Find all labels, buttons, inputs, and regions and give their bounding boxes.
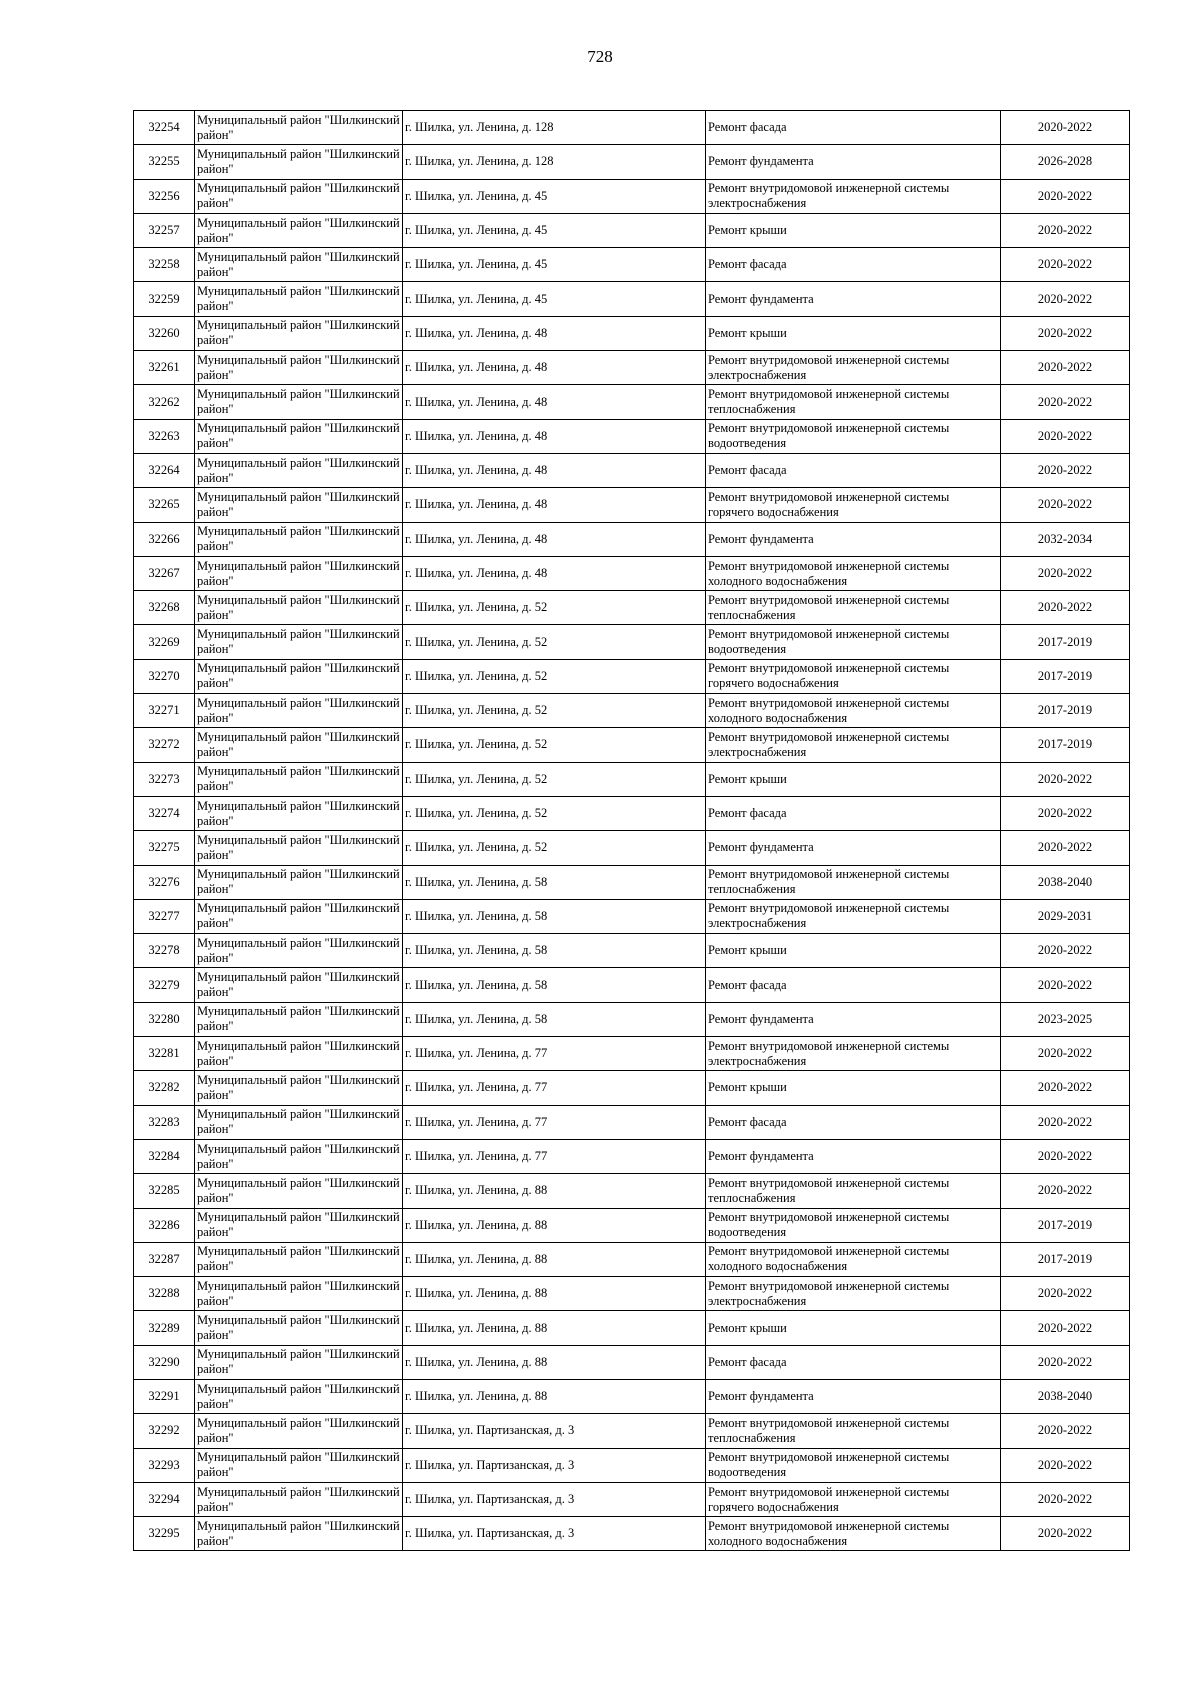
table-row	[134, 556, 1130, 590]
work-type-cell: Ремонт фасада	[706, 1345, 1001, 1379]
row-number-cell: 32286	[134, 1208, 195, 1242]
work-type-cell: Ремонт внутридомовой инженерной системы теплоснабжения	[706, 591, 1001, 625]
table-row	[134, 625, 1130, 659]
table-row	[134, 351, 1130, 385]
work-type-cell: Ремонт фасада	[706, 111, 1001, 145]
municipality-cell: Муниципальный район "Шилкинский район"	[195, 1208, 403, 1242]
address-cell: г. Шилка, ул. Ленина, д. 45	[403, 213, 706, 247]
municipality-cell: Муниципальный район "Шилкинский район"	[195, 316, 403, 350]
work-type-cell: Ремонт фундамента	[706, 1379, 1001, 1413]
period-cell: 2020-2022	[1001, 179, 1130, 213]
address-cell: г. Шилка, ул. Ленина, д. 52	[403, 728, 706, 762]
address-cell: г. Шилка, ул. Ленина, д. 48	[403, 556, 706, 590]
row-number-cell: 32274	[134, 796, 195, 830]
row-number-cell: 32263	[134, 419, 195, 453]
period-cell: 2020-2022	[1001, 351, 1130, 385]
work-type-cell: Ремонт внутридомовой инженерной системы электроснабжения	[706, 351, 1001, 385]
period-cell: 2020-2022	[1001, 316, 1130, 350]
row-number-cell: 32277	[134, 899, 195, 933]
period-cell: 2020-2022	[1001, 762, 1130, 796]
work-type-cell: Ремонт внутридомовой инженерной системы теплоснабжения	[706, 385, 1001, 419]
municipality-cell: Муниципальный район "Шилкинский район"	[195, 1174, 403, 1208]
municipality-cell: Муниципальный район "Шилкинский район"	[195, 556, 403, 590]
municipality-cell: Муниципальный район "Шилкинский район"	[195, 659, 403, 693]
period-cell: 2020-2022	[1001, 213, 1130, 247]
period-cell: 2023-2025	[1001, 1002, 1130, 1036]
work-type-cell: Ремонт внутридомовой инженерной системы водоотведения	[706, 419, 1001, 453]
address-cell: г. Шилка, ул. Ленина, д. 58	[403, 968, 706, 1002]
row-number-cell: 32279	[134, 968, 195, 1002]
row-number-cell: 32260	[134, 316, 195, 350]
table-row	[134, 419, 1130, 453]
period-cell: 2017-2019	[1001, 1208, 1130, 1242]
table-row	[134, 1414, 1130, 1448]
period-cell: 2017-2019	[1001, 1242, 1130, 1276]
municipality-cell: Муниципальный район "Шилкинский район"	[195, 1517, 403, 1551]
work-type-cell: Ремонт крыши	[706, 1311, 1001, 1345]
work-type-cell: Ремонт фундамента	[706, 145, 1001, 179]
work-type-cell: Ремонт крыши	[706, 213, 1001, 247]
municipality-cell: Муниципальный район "Шилкинский район"	[195, 1037, 403, 1071]
work-type-cell: Ремонт фасада	[706, 796, 1001, 830]
row-number-cell: 32262	[134, 385, 195, 419]
work-type-cell: Ремонт внутридомовой инженерной системы теплоснабжения	[706, 1174, 1001, 1208]
work-type-cell: Ремонт фундамента	[706, 831, 1001, 865]
municipality-cell: Муниципальный район "Шилкинский район"	[195, 728, 403, 762]
row-number-cell: 32295	[134, 1517, 195, 1551]
period-cell: 2020-2022	[1001, 111, 1130, 145]
work-type-cell: Ремонт внутридомовой инженерной системы холодного водоснабжения	[706, 556, 1001, 590]
period-cell: 2020-2022	[1001, 831, 1130, 865]
table-row	[134, 1277, 1130, 1311]
table-row	[134, 899, 1130, 933]
period-cell: 2020-2022	[1001, 453, 1130, 487]
table-row	[134, 1071, 1130, 1105]
address-cell: г. Шилка, ул. Ленина, д. 128	[403, 111, 706, 145]
address-cell: г. Шилка, ул. Ленина, д. 52	[403, 796, 706, 830]
address-cell: г. Шилка, ул. Ленина, д. 52	[403, 831, 706, 865]
period-cell: 2020-2022	[1001, 1345, 1130, 1379]
address-cell: г. Шилка, ул. Ленина, д. 48	[403, 522, 706, 556]
table-row	[134, 1174, 1130, 1208]
work-type-cell: Ремонт внутридомовой инженерной системы электроснабжения	[706, 728, 1001, 762]
period-cell: 2026-2028	[1001, 145, 1130, 179]
table-row	[134, 1311, 1130, 1345]
work-type-cell: Ремонт фундамента	[706, 1139, 1001, 1173]
work-type-cell: Ремонт внутридомовой инженерной системы электроснабжения	[706, 899, 1001, 933]
table-row	[134, 968, 1130, 1002]
period-cell: 2020-2022	[1001, 934, 1130, 968]
address-cell: г. Шилка, ул. Ленина, д. 88	[403, 1242, 706, 1276]
work-type-cell: Ремонт внутридомовой инженерной системы электроснабжения	[706, 179, 1001, 213]
address-cell: г. Шилка, ул. Ленина, д. 52	[403, 659, 706, 693]
municipality-cell: Муниципальный район "Шилкинский район"	[195, 522, 403, 556]
row-number-cell: 32290	[134, 1345, 195, 1379]
period-cell: 2020-2022	[1001, 1277, 1130, 1311]
row-number-cell: 32281	[134, 1037, 195, 1071]
period-cell: 2017-2019	[1001, 728, 1130, 762]
work-type-cell: Ремонт внутридомовой инженерной системы водоотведения	[706, 1208, 1001, 1242]
period-cell: 2020-2022	[1001, 1311, 1130, 1345]
work-type-cell: Ремонт внутридомовой инженерной системы водоотведения	[706, 625, 1001, 659]
address-cell: г. Шилка, ул. Ленина, д. 88	[403, 1379, 706, 1413]
municipality-cell: Муниципальный район "Шилкинский район"	[195, 625, 403, 659]
row-number-cell: 32278	[134, 934, 195, 968]
work-type-cell: Ремонт внутридомовой инженерной системы холодного водоснабжения	[706, 694, 1001, 728]
table-row	[134, 248, 1130, 282]
period-cell: 2020-2022	[1001, 1517, 1130, 1551]
period-cell: 2020-2022	[1001, 248, 1130, 282]
row-number-cell: 32280	[134, 1002, 195, 1036]
work-type-cell: Ремонт внутридомовой инженерной системы водоотведения	[706, 1448, 1001, 1482]
municipality-cell: Муниципальный район "Шилкинский район"	[195, 968, 403, 1002]
table-row	[134, 1379, 1130, 1413]
table-row	[134, 1139, 1130, 1173]
period-cell: 2020-2022	[1001, 968, 1130, 1002]
address-cell: г. Шилка, ул. Ленина, д. 52	[403, 694, 706, 728]
period-cell: 2029-2031	[1001, 899, 1130, 933]
period-cell: 2020-2022	[1001, 1174, 1130, 1208]
work-type-cell: Ремонт внутридомовой инженерной системы электроснабжения	[706, 1037, 1001, 1071]
period-cell: 2020-2022	[1001, 1482, 1130, 1516]
period-cell: 2038-2040	[1001, 865, 1130, 899]
address-cell: г. Шилка, ул. Партизанская, д. 3	[403, 1517, 706, 1551]
table-row	[134, 522, 1130, 556]
row-number-cell: 32254	[134, 111, 195, 145]
table-row	[134, 488, 1130, 522]
address-cell: г. Шилка, ул. Ленина, д. 48	[403, 419, 706, 453]
period-cell: 2020-2022	[1001, 385, 1130, 419]
municipality-cell: Муниципальный район "Шилкинский район"	[195, 796, 403, 830]
municipality-cell: Муниципальный район "Шилкинский район"	[195, 385, 403, 419]
period-cell: 2020-2022	[1001, 1071, 1130, 1105]
row-number-cell: 32256	[134, 179, 195, 213]
municipality-cell: Муниципальный район "Шилкинский район"	[195, 419, 403, 453]
period-cell: 2020-2022	[1001, 1105, 1130, 1139]
period-cell: 2020-2022	[1001, 1139, 1130, 1173]
row-number-cell: 32294	[134, 1482, 195, 1516]
work-type-cell: Ремонт внутридомовой инженерной системы горячего водоснабжения	[706, 659, 1001, 693]
municipality-cell: Муниципальный район "Шилкинский район"	[195, 1345, 403, 1379]
work-type-cell: Ремонт фасада	[706, 1105, 1001, 1139]
period-cell: 2017-2019	[1001, 659, 1130, 693]
work-type-cell: Ремонт внутридомовой инженерной системы теплоснабжения	[706, 865, 1001, 899]
table-row	[134, 145, 1130, 179]
work-type-cell: Ремонт крыши	[706, 934, 1001, 968]
address-cell: г. Шилка, ул. Ленина, д. 48	[403, 316, 706, 350]
table-row	[134, 282, 1130, 316]
address-cell: г. Шилка, ул. Ленина, д. 58	[403, 899, 706, 933]
row-number-cell: 32257	[134, 213, 195, 247]
work-type-cell: Ремонт внутридомовой инженерной системы теплоснабжения	[706, 1414, 1001, 1448]
work-type-cell: Ремонт внутридомовой инженерной системы холодного водоснабжения	[706, 1517, 1001, 1551]
row-number-cell: 32282	[134, 1071, 195, 1105]
address-cell: г. Шилка, ул. Ленина, д. 77	[403, 1037, 706, 1071]
address-cell: г. Шилка, ул. Ленина, д. 77	[403, 1105, 706, 1139]
address-cell: г. Шилка, ул. Ленина, д. 48	[403, 488, 706, 522]
table-row	[134, 591, 1130, 625]
municipality-cell: Муниципальный район "Шилкинский район"	[195, 1139, 403, 1173]
period-cell: 2020-2022	[1001, 282, 1130, 316]
table-row	[134, 1208, 1130, 1242]
period-cell: 2038-2040	[1001, 1379, 1130, 1413]
work-type-cell: Ремонт крыши	[706, 316, 1001, 350]
row-number-cell: 32268	[134, 591, 195, 625]
address-cell: г. Шилка, ул. Ленина, д. 128	[403, 145, 706, 179]
municipality-cell: Муниципальный район "Шилкинский район"	[195, 865, 403, 899]
row-number-cell: 32292	[134, 1414, 195, 1448]
row-number-cell: 32264	[134, 453, 195, 487]
row-number-cell: 32259	[134, 282, 195, 316]
address-cell: г. Шилка, ул. Партизанская, д. 3	[403, 1414, 706, 1448]
address-cell: г. Шилка, ул. Ленина, д. 58	[403, 1002, 706, 1036]
table-row	[134, 1517, 1130, 1551]
address-cell: г. Шилка, ул. Ленина, д. 48	[403, 351, 706, 385]
table-row	[134, 1037, 1130, 1071]
municipality-cell: Муниципальный район "Шилкинский район"	[195, 899, 403, 933]
address-cell: г. Шилка, ул. Ленина, д. 88	[403, 1208, 706, 1242]
address-cell: г. Шилка, ул. Ленина, д. 88	[403, 1277, 706, 1311]
row-number-cell: 32267	[134, 556, 195, 590]
municipality-cell: Муниципальный район "Шилкинский район"	[195, 282, 403, 316]
address-cell: г. Шилка, ул. Ленина, д. 88	[403, 1174, 706, 1208]
table-row	[134, 316, 1130, 350]
municipality-cell: Муниципальный район "Шилкинский район"	[195, 591, 403, 625]
municipality-cell: Муниципальный район "Шилкинский район"	[195, 1379, 403, 1413]
work-type-cell: Ремонт фасада	[706, 453, 1001, 487]
period-cell: 2017-2019	[1001, 625, 1130, 659]
row-number-cell: 32289	[134, 1311, 195, 1345]
work-type-cell: Ремонт фасада	[706, 968, 1001, 1002]
table-row	[134, 659, 1130, 693]
table-row	[134, 865, 1130, 899]
period-cell: 2017-2019	[1001, 694, 1130, 728]
repair-schedule-table	[133, 110, 1130, 1551]
row-number-cell: 32266	[134, 522, 195, 556]
municipality-cell: Муниципальный район "Шилкинский район"	[195, 1071, 403, 1105]
address-cell: г. Шилка, ул. Партизанская, д. 3	[403, 1482, 706, 1516]
municipality-cell: Муниципальный район "Шилкинский район"	[195, 1277, 403, 1311]
table-row	[134, 1105, 1130, 1139]
row-number-cell: 32275	[134, 831, 195, 865]
page-number: 728	[587, 47, 613, 66]
address-cell: г. Шилка, ул. Ленина, д. 45	[403, 282, 706, 316]
municipality-cell: Муниципальный район "Шилкинский район"	[195, 934, 403, 968]
table-row	[134, 1345, 1130, 1379]
table-row	[134, 179, 1130, 213]
municipality-cell: Муниципальный район "Шилкинский район"	[195, 1414, 403, 1448]
municipality-cell: Муниципальный район "Шилкинский район"	[195, 1105, 403, 1139]
address-cell: г. Шилка, ул. Ленина, д. 88	[403, 1311, 706, 1345]
address-cell: г. Шилка, ул. Ленина, д. 88	[403, 1345, 706, 1379]
period-cell: 2020-2022	[1001, 796, 1130, 830]
address-cell: г. Шилка, ул. Ленина, д. 45	[403, 248, 706, 282]
address-cell: г. Шилка, ул. Ленина, д. 77	[403, 1139, 706, 1173]
period-cell: 2020-2022	[1001, 488, 1130, 522]
address-cell: г. Шилка, ул. Ленина, д. 52	[403, 762, 706, 796]
row-number-cell: 32270	[134, 659, 195, 693]
table-row	[134, 1242, 1130, 1276]
row-number-cell: 32287	[134, 1242, 195, 1276]
period-cell: 2020-2022	[1001, 556, 1130, 590]
work-type-cell: Ремонт внутридомовой инженерной системы электроснабжения	[706, 1277, 1001, 1311]
work-type-cell: Ремонт внутридомовой инженерной системы горячего водоснабжения	[706, 488, 1001, 522]
period-cell: 2020-2022	[1001, 1037, 1130, 1071]
table-row	[134, 1448, 1130, 1482]
row-number-cell: 32271	[134, 694, 195, 728]
row-number-cell: 32276	[134, 865, 195, 899]
municipality-cell: Муниципальный район "Шилкинский район"	[195, 453, 403, 487]
table-row	[134, 1002, 1130, 1036]
municipality-cell: Муниципальный район "Шилкинский район"	[195, 488, 403, 522]
address-cell: г. Шилка, ул. Ленина, д. 48	[403, 385, 706, 419]
row-number-cell: 32291	[134, 1379, 195, 1413]
row-number-cell: 32284	[134, 1139, 195, 1173]
row-number-cell: 32269	[134, 625, 195, 659]
work-type-cell: Ремонт фундамента	[706, 1002, 1001, 1036]
period-cell: 2020-2022	[1001, 591, 1130, 625]
work-type-cell: Ремонт фундамента	[706, 282, 1001, 316]
municipality-cell: Муниципальный район "Шилкинский район"	[195, 1448, 403, 1482]
row-number-cell: 32285	[134, 1174, 195, 1208]
municipality-cell: Муниципальный район "Шилкинский район"	[195, 694, 403, 728]
row-number-cell: 32265	[134, 488, 195, 522]
address-cell: г. Шилка, ул. Партизанская, д. 3	[403, 1448, 706, 1482]
address-cell: г. Шилка, ул. Ленина, д. 58	[403, 865, 706, 899]
period-cell: 2032-2034	[1001, 522, 1130, 556]
municipality-cell: Муниципальный район "Шилкинский район"	[195, 1242, 403, 1276]
address-cell: г. Шилка, ул. Ленина, д. 45	[403, 179, 706, 213]
municipality-cell: Муниципальный район "Шилкинский район"	[195, 213, 403, 247]
municipality-cell: Муниципальный район "Шилкинский район"	[195, 248, 403, 282]
table-body	[134, 111, 1130, 1551]
table-row	[134, 934, 1130, 968]
municipality-cell: Муниципальный район "Шилкинский район"	[195, 179, 403, 213]
municipality-cell: Муниципальный район "Шилкинский район"	[195, 111, 403, 145]
table-row	[134, 385, 1130, 419]
address-cell: г. Шилка, ул. Ленина, д. 58	[403, 934, 706, 968]
table-row	[134, 213, 1130, 247]
row-number-cell: 32258	[134, 248, 195, 282]
period-cell: 2020-2022	[1001, 1414, 1130, 1448]
work-type-cell: Ремонт фасада	[706, 248, 1001, 282]
work-type-cell: Ремонт крыши	[706, 762, 1001, 796]
municipality-cell: Муниципальный район "Шилкинский район"	[195, 1311, 403, 1345]
address-cell: г. Шилка, ул. Ленина, д. 77	[403, 1071, 706, 1105]
row-number-cell: 32293	[134, 1448, 195, 1482]
row-number-cell: 32273	[134, 762, 195, 796]
work-type-cell: Ремонт внутридомовой инженерной системы горячего водоснабжения	[706, 1482, 1001, 1516]
municipality-cell: Муниципальный район "Шилкинский район"	[195, 1002, 403, 1036]
address-cell: г. Шилка, ул. Ленина, д. 48	[403, 453, 706, 487]
work-type-cell: Ремонт внутридомовой инженерной системы холодного водоснабжения	[706, 1242, 1001, 1276]
row-number-cell: 32261	[134, 351, 195, 385]
address-cell: г. Шилка, ул. Ленина, д. 52	[403, 591, 706, 625]
municipality-cell: Муниципальный район "Шилкинский район"	[195, 762, 403, 796]
address-cell: г. Шилка, ул. Ленина, д. 52	[403, 625, 706, 659]
work-type-cell: Ремонт фундамента	[706, 522, 1001, 556]
municipality-cell: Муниципальный район "Шилкинский район"	[195, 351, 403, 385]
table-row	[134, 831, 1130, 865]
period-cell: 2020-2022	[1001, 419, 1130, 453]
period-cell: 2020-2022	[1001, 1448, 1130, 1482]
row-number-cell: 32283	[134, 1105, 195, 1139]
table-row	[134, 1482, 1130, 1516]
table-row	[134, 728, 1130, 762]
table-row	[134, 762, 1130, 796]
table-row	[134, 694, 1130, 728]
table-row	[134, 111, 1130, 145]
row-number-cell: 32272	[134, 728, 195, 762]
row-number-cell: 32255	[134, 145, 195, 179]
row-number-cell: 32288	[134, 1277, 195, 1311]
table-row	[134, 796, 1130, 830]
municipality-cell: Муниципальный район "Шилкинский район"	[195, 1482, 403, 1516]
municipality-cell: Муниципальный район "Шилкинский район"	[195, 831, 403, 865]
municipality-cell: Муниципальный район "Шилкинский район"	[195, 145, 403, 179]
work-type-cell: Ремонт крыши	[706, 1071, 1001, 1105]
table-row	[134, 453, 1130, 487]
